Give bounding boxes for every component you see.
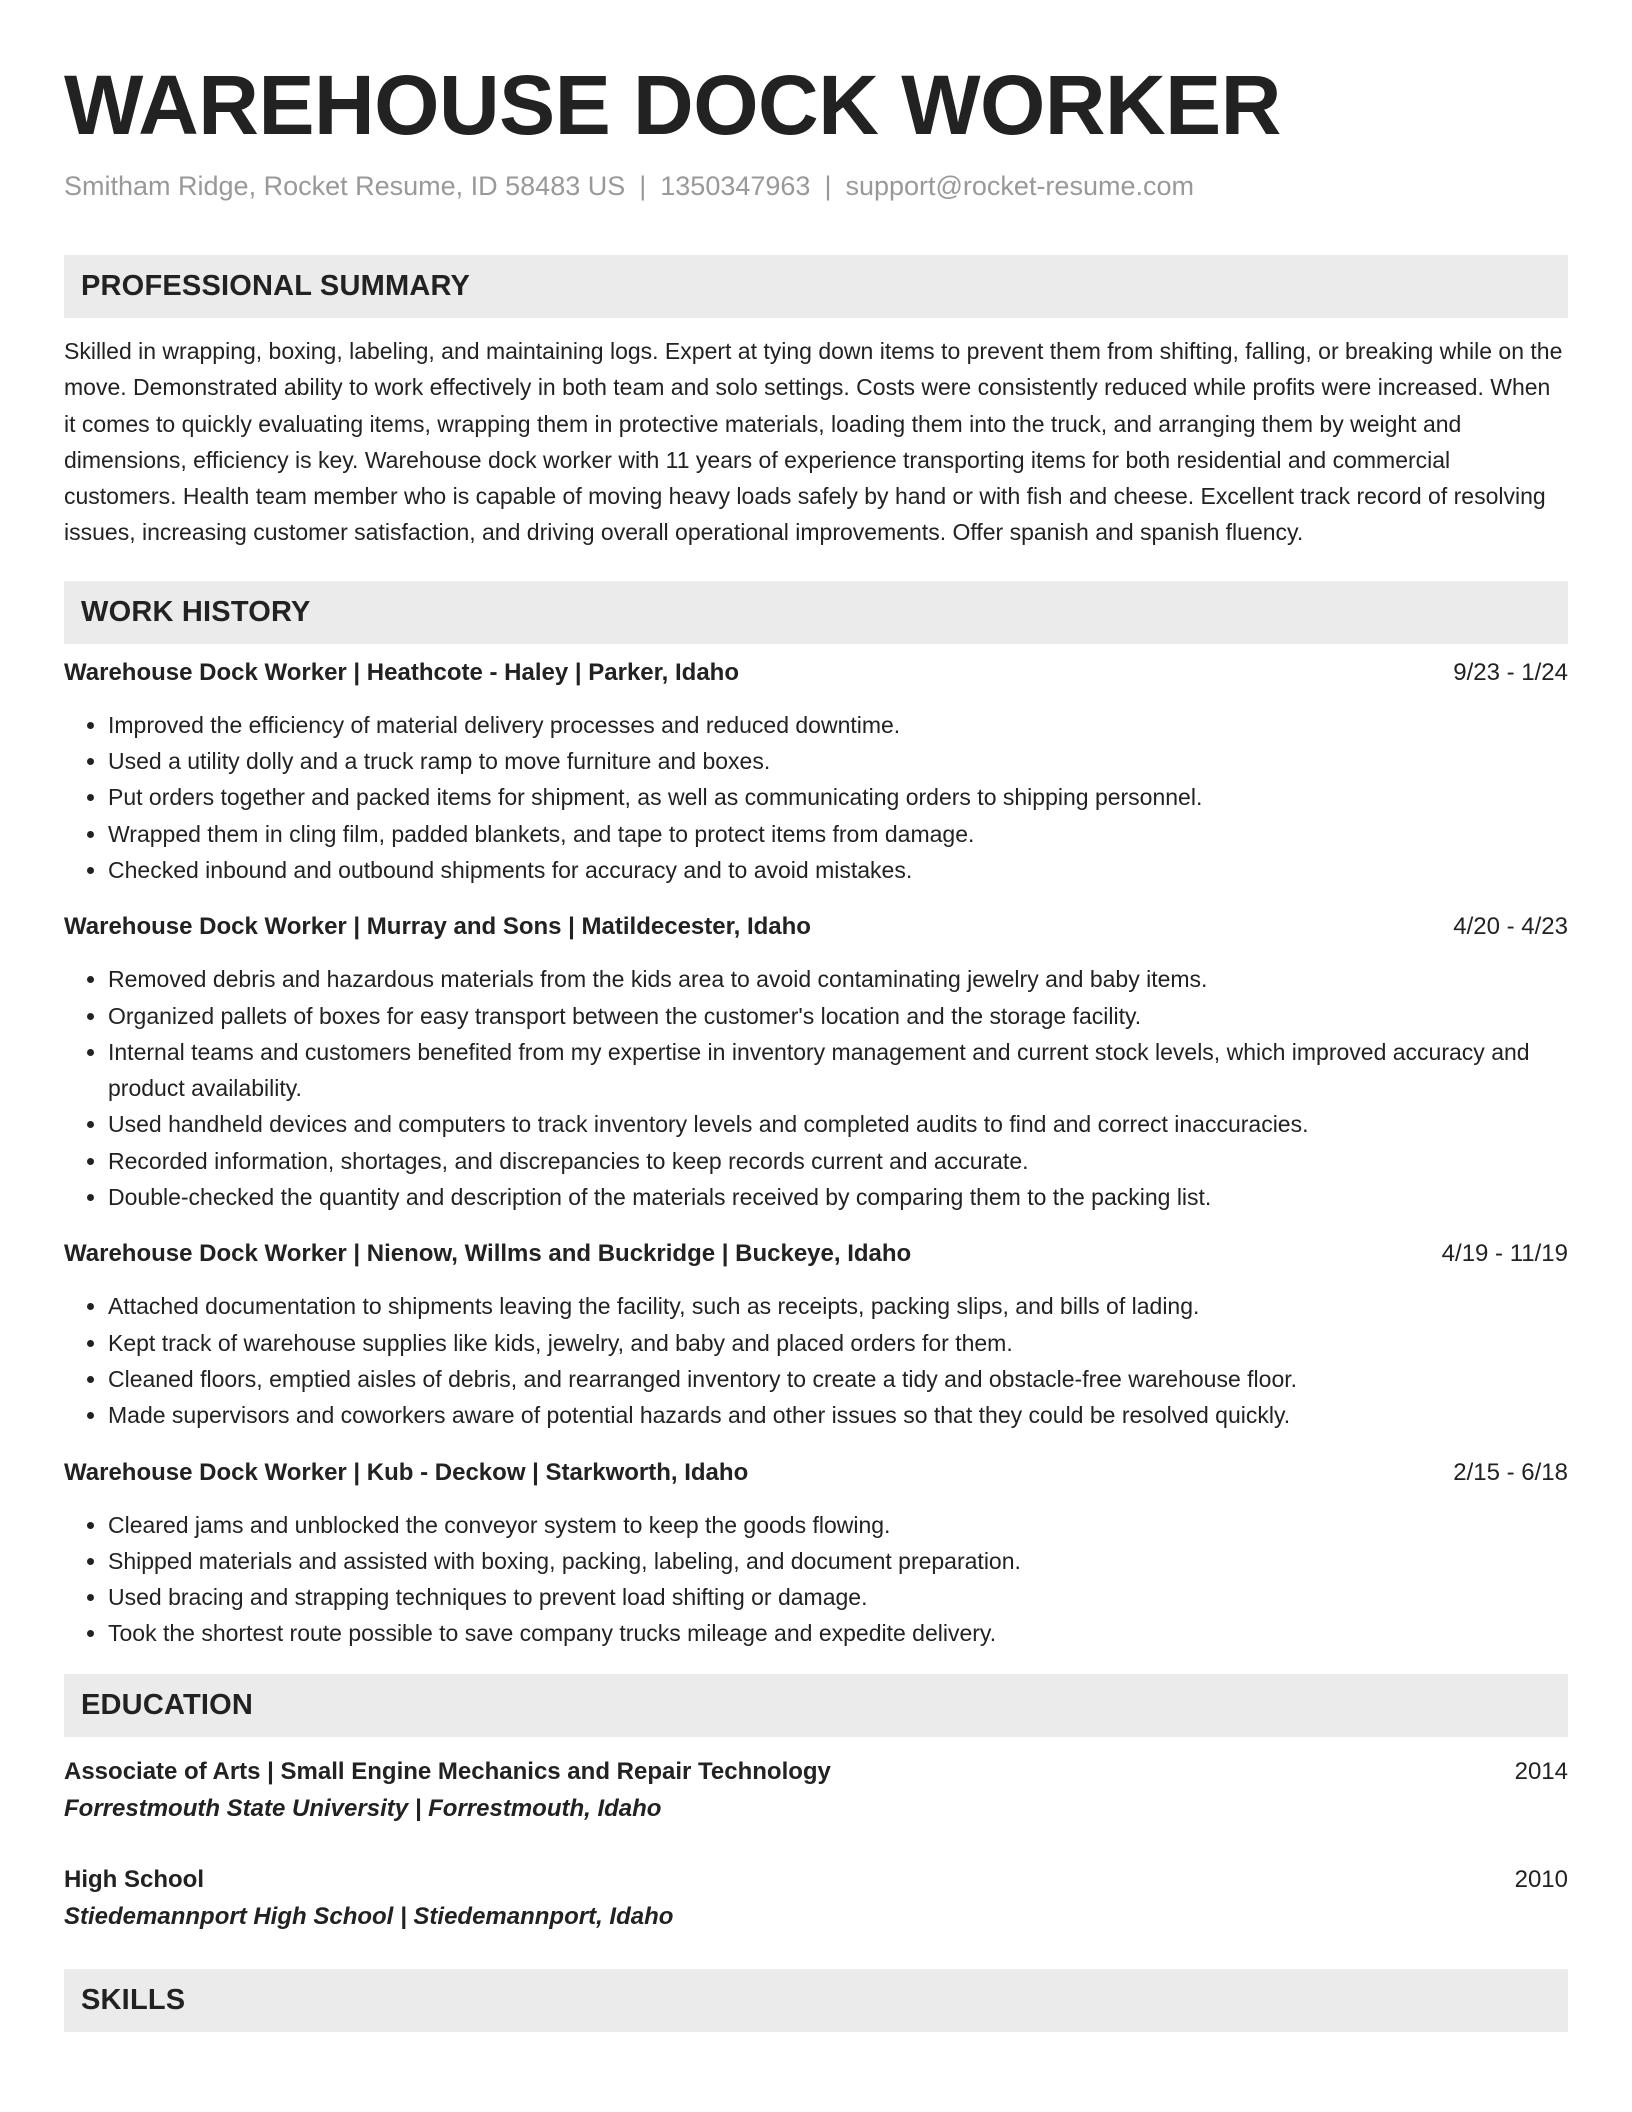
job-dates: 2/15 - 6/18 <box>1453 1458 1568 1486</box>
section-header-skills: SKILLS <box>64 1969 1568 2032</box>
education-year: 2010 <box>1514 1865 1568 1893</box>
job-bullet: • Made supervisors and coworkers aware of potential hazards and other issues so that they could be resolved quickly. <box>108 1397 1568 1433</box>
education-entry <box>64 1861 1568 1935</box>
job-bullet: • Cleaned floors, emptied aisles of debris, and rearranged inventory to create a tidy and obstacle-free warehouse floor. <box>108 1361 1568 1397</box>
job-bullets <box>64 1288 1568 1433</box>
job-title: Warehouse Dock Worker | Nienow, Willms and Buckridge | Buckeye, Idaho <box>64 1240 912 1268</box>
job-bullet: • Internal teams and customers benefited from my expertise in inventory management and current stock levels, which improved accuracy and product availability. <box>108 1034 1568 1107</box>
job-entry <box>64 656 1568 888</box>
contact-separator: | <box>824 171 832 201</box>
job-bullets <box>64 1507 1568 1652</box>
job-bullet: • Cleared jams and unblocked the conveyor system to keep the goods flowing. <box>108 1507 1568 1543</box>
job-title: Warehouse Dock Worker | Kub - Deckow | Starkworth, Idaho <box>64 1458 749 1486</box>
education-entry <box>64 1753 1568 1827</box>
job-list <box>64 656 1568 1652</box>
job-title-row <box>64 1237 1568 1271</box>
job-dates: 4/20 - 4/23 <box>1453 913 1568 941</box>
job-bullet: • Put orders together and packed items for shipment, as well as communicating orders to shipping personnel. <box>108 779 1568 815</box>
contact-line <box>64 170 1568 202</box>
job-bullet: • Kept track of warehouse supplies like kids, jewelry, and baby and placed orders for them. <box>108 1325 1568 1361</box>
contact-address: Smitham Ridge, Rocket Resume, ID 58483 US <box>64 171 626 201</box>
job-bullet: • Used bracing and strapping techniques to prevent load shifting or damage. <box>108 1579 1568 1615</box>
job-bullets <box>64 961 1568 1215</box>
job-title-row <box>64 656 1568 690</box>
job-entry <box>64 1237 1568 1433</box>
job-entry <box>64 1456 1568 1652</box>
education-degree: High School <box>64 1865 204 1893</box>
section-header-summary: PROFESSIONAL SUMMARY <box>64 255 1568 318</box>
contact-phone: 1350347963 <box>660 171 811 201</box>
job-bullets <box>64 707 1568 888</box>
job-bullet: • Removed debris and hazardous materials from the kids area to avoid contaminating jewelry and baby items. <box>108 961 1568 997</box>
resume-name: WAREHOUSE DOCK WORKER <box>64 58 1281 152</box>
job-bullet: • Recorded information, shortages, and discrepancies to keep records current and accurate. <box>108 1143 1568 1179</box>
education-row <box>64 1861 1568 1899</box>
contact-email: support@rocket-resume.com <box>845 171 1194 201</box>
job-title-row <box>64 910 1568 944</box>
education-row <box>64 1753 1568 1791</box>
job-entry <box>64 910 1568 1215</box>
job-bullet: • Took the shortest route possible to save company trucks mileage and expedite delivery. <box>108 1615 1568 1651</box>
education-degree: Associate of Arts | Small Engine Mechanics and Repair Technology <box>64 1757 831 1785</box>
section-header-work-history: WORK HISTORY <box>64 581 1568 644</box>
job-dates: 9/23 - 1/24 <box>1453 658 1568 686</box>
education-school: Stiedemannport High School | Stiedemannport, Idaho <box>64 1902 674 1930</box>
resume-page <box>64 0 1568 2032</box>
education-year: 2014 <box>1514 1757 1568 1785</box>
summary-text: Skilled in wrapping, boxing, labeling, and maintaining logs. Expert at tying down items to prevent them from shifting, falling, or breaking while on the move. Demonstrated ability to work effectively in both team and solo settings. Costs were consistently reduced while profits were increased. When it comes to quickly evaluating items, wrapping them in protective materials, loading them into the truck, and arranging them by weight and dimensions, efficiency is key. Warehouse dock worker with 11 years of experience transporting items for both residential and commercial customers. Health team member who is capable of moving heavy loads safely by hand or with fish and cheese. Excellent track record of resolving issues, increasing customer satisfaction, and driving overall operational improvements. Offer spanish and spanish fluency. <box>64 338 1563 546</box>
job-title-row <box>64 1456 1568 1490</box>
job-bullet: • Wrapped them in cling film, padded blankets, and tape to protect items from damage. <box>108 816 1568 852</box>
education-list <box>64 1753 1568 1935</box>
job-bullet: • Used a utility dolly and a truck ramp to move furniture and boxes. <box>108 743 1568 779</box>
job-bullet: • Double-checked the quantity and description of the materials received by comparing them to the packing list. <box>108 1179 1568 1215</box>
job-bullet: • Used handheld devices and computers to track inventory levels and completed audits to find and correct inaccuracies. <box>108 1106 1568 1142</box>
job-bullet: • Organized pallets of boxes for easy transport between the customer's location and the storage facility. <box>108 998 1568 1034</box>
job-dates: 4/19 - 11/19 <box>1441 1240 1568 1268</box>
job-bullet: • Shipped materials and assisted with boxing, packing, labeling, and document preparation. <box>108 1543 1568 1579</box>
education-school: Forrestmouth State University | Forrestmouth, Idaho <box>64 1794 662 1822</box>
job-bullet: • Attached documentation to shipments leaving the facility, such as receipts, packing slips, and bills of lading. <box>108 1288 1568 1324</box>
contact-separator: | <box>639 171 647 201</box>
section-header-education: EDUCATION <box>64 1674 1568 1737</box>
job-bullet: • Checked inbound and outbound shipments for accuracy and to avoid mistakes. <box>108 852 1568 888</box>
job-bullet: • Improved the efficiency of material delivery processes and reduced downtime. <box>108 707 1568 743</box>
job-title: Warehouse Dock Worker | Murray and Sons | Matildecester, Idaho <box>64 913 811 941</box>
job-title: Warehouse Dock Worker | Heathcote - Haley | Parker, Idaho <box>64 658 739 686</box>
